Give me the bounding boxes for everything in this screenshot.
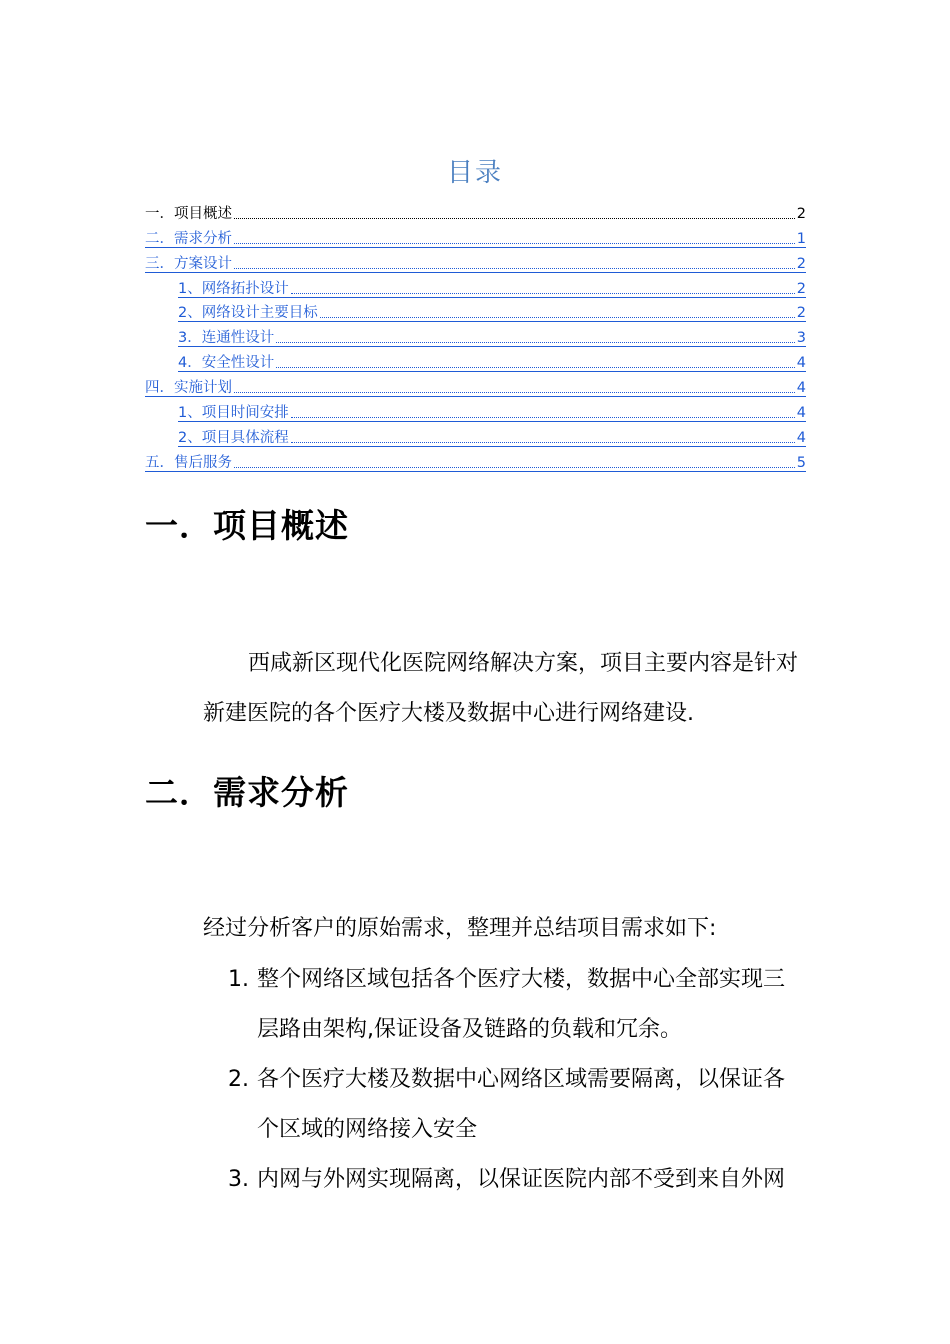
toc-entry-page: 4 bbox=[796, 380, 806, 397]
toc-title: 目录 bbox=[446, 158, 503, 188]
toc-leader-dots bbox=[234, 243, 795, 244]
table-of-contents bbox=[145, 198, 806, 472]
toc-leader-dots bbox=[276, 342, 795, 343]
list-item-text: 内网与外网实现隔离，以保证医院内部不受到来自外网 bbox=[257, 1167, 786, 1192]
toc-leader-dots bbox=[234, 218, 795, 219]
toc-entry-page: 5 bbox=[796, 454, 806, 471]
toc-entry-label: 二．需求分析 bbox=[145, 230, 232, 247]
toc-entry-label: 三．方案设计 bbox=[145, 255, 232, 272]
toc-entry-label: 2、网络设计主要目标 bbox=[178, 305, 318, 322]
toc-entry[interactable] bbox=[145, 198, 806, 223]
list-item-number: 3. bbox=[228, 1167, 249, 1192]
overview-paragraph-line-1: 西咸新区现代化医院网络解决方案，项目主要内容是针对 bbox=[248, 651, 799, 676]
toc-entry-label: 2、项目具体流程 bbox=[178, 429, 289, 446]
toc-entry-page: 2 bbox=[796, 255, 806, 272]
toc-entry-label: 一．项目概述 bbox=[145, 205, 232, 222]
toc-subentry-link[interactable] bbox=[145, 322, 806, 347]
toc-entry-page: 2 bbox=[796, 280, 806, 297]
toc-entry-label: 五．售后服务 bbox=[145, 454, 232, 471]
toc-entry-page: 2 bbox=[796, 305, 806, 322]
toc-entry-label: 1、项目时间安排 bbox=[178, 405, 289, 422]
toc-subentry-link[interactable] bbox=[145, 397, 806, 422]
toc-entry-page: 4 bbox=[796, 405, 806, 422]
toc-entry-link[interactable] bbox=[145, 447, 806, 472]
toc-leader-dots bbox=[234, 392, 795, 393]
list-item-text: 个区域的网络接入安全 bbox=[257, 1117, 478, 1142]
toc-subentry-link[interactable] bbox=[145, 422, 806, 447]
toc-entry-label: 四．实施计划 bbox=[145, 380, 232, 397]
toc-entry-link[interactable] bbox=[145, 223, 806, 248]
toc-subentry-link[interactable] bbox=[145, 347, 806, 372]
section-heading-overview: 一．项目概述 bbox=[145, 506, 349, 545]
toc-entry-page: 3 bbox=[796, 330, 806, 347]
toc-subentry-link[interactable] bbox=[145, 273, 806, 298]
toc-leader-dots bbox=[291, 293, 795, 294]
list-item-text: 各个医疗大楼及数据中心网络区域需要隔离，以保证各 bbox=[257, 1067, 786, 1092]
toc-entry-page: 4 bbox=[796, 355, 806, 372]
list-item-number: 1. bbox=[228, 967, 249, 992]
toc-entry-page: 1 bbox=[796, 230, 806, 247]
toc-leader-dots bbox=[234, 467, 795, 468]
toc-leader-dots bbox=[291, 417, 795, 418]
toc-leader-dots bbox=[234, 268, 795, 269]
toc-entry-label: 4．安全性设计 bbox=[178, 355, 275, 372]
list-item-text: 层路由架构,保证设备及链路的负载和冗余。 bbox=[257, 1017, 682, 1042]
toc-entry-label: 3．连通性设计 bbox=[178, 330, 275, 347]
toc-entry-link[interactable] bbox=[145, 248, 806, 273]
overview-paragraph-line-2: 新建医院的各个医疗大楼及数据中心进行网络建设. bbox=[203, 701, 694, 726]
requirements-intro: 经过分析客户的原始需求，整理并总结项目需求如下: bbox=[203, 916, 717, 941]
toc-leader-dots bbox=[291, 442, 795, 443]
toc-entry-page: 2 bbox=[796, 205, 806, 222]
toc-entry-link[interactable] bbox=[145, 372, 806, 397]
toc-entry-page: 4 bbox=[796, 429, 806, 446]
toc-leader-dots bbox=[276, 367, 795, 368]
list-item-number: 2. bbox=[228, 1067, 249, 1092]
list-item-text: 整个网络区域包括各个医疗大楼，数据中心全部实现三 bbox=[257, 967, 786, 992]
toc-entry-label: 1、网络拓扑设计 bbox=[178, 280, 289, 297]
toc-leader-dots bbox=[320, 317, 795, 318]
section-heading-requirements: 二．需求分析 bbox=[145, 773, 349, 812]
toc-subentry-link[interactable] bbox=[145, 298, 806, 323]
